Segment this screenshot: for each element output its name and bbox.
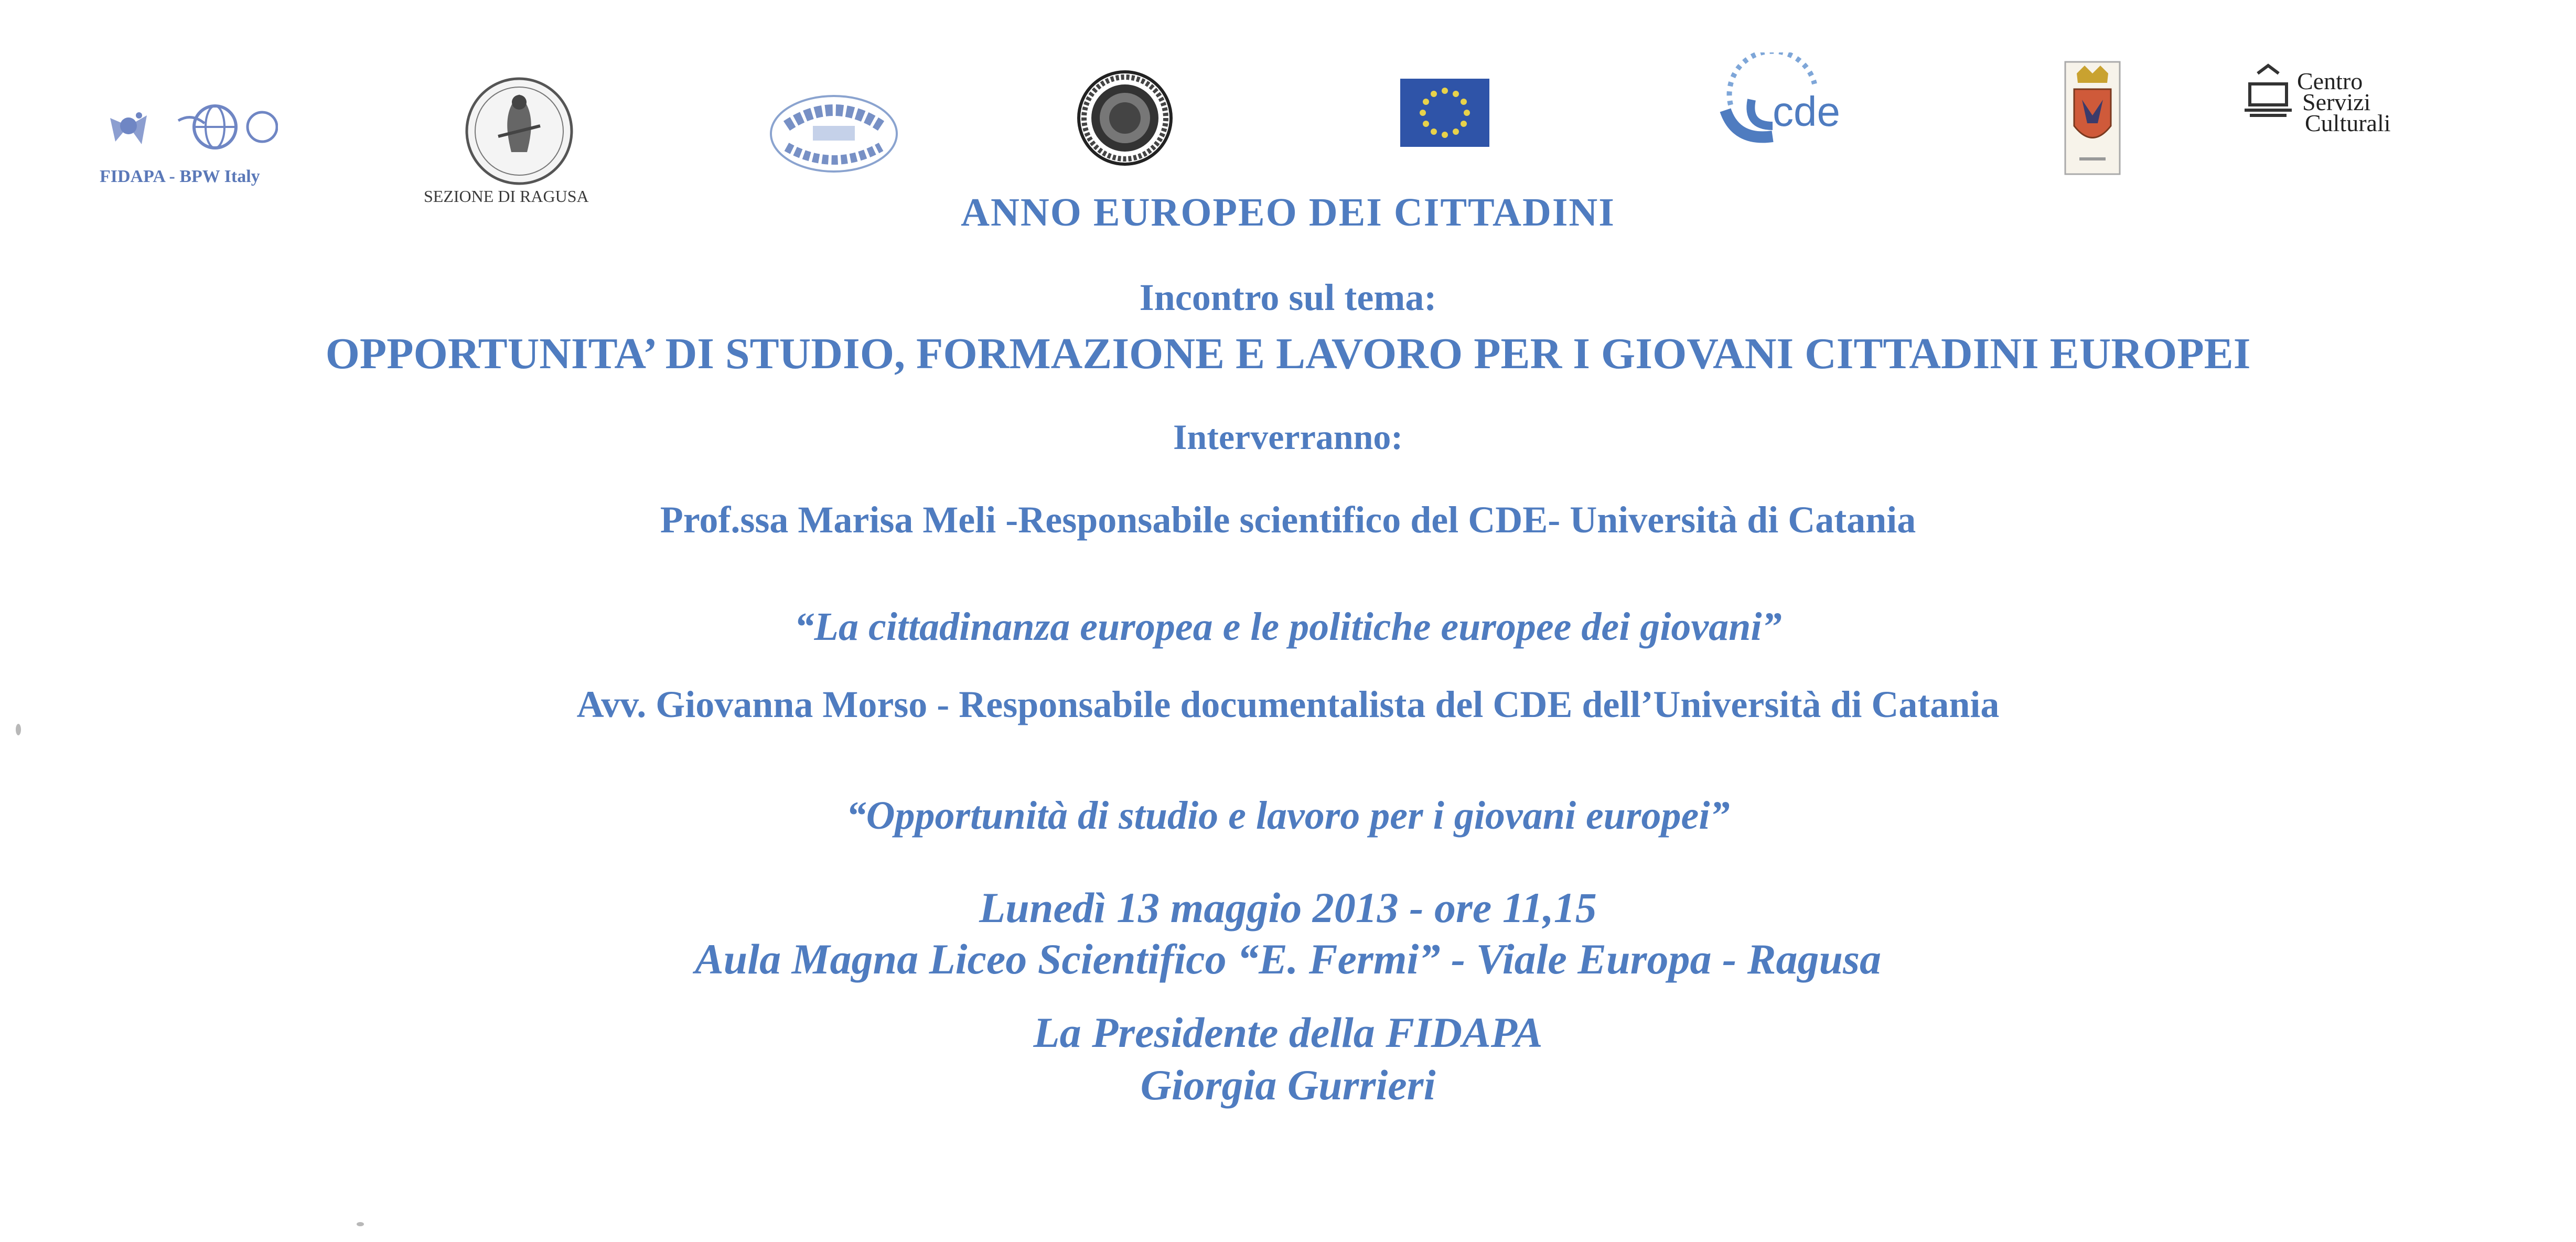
fondazione-fidapa-logo [766,89,902,178]
intro-line: Incontro sul tema: [1139,276,1437,318]
comune-coat-of-arms [2061,58,2124,178]
signature-role: La Presidente della FIDAPA [1033,1009,1543,1056]
university-seal [1075,68,1175,168]
cde-logo [1715,52,1851,157]
speaker-1: Prof.ssa Marisa Meli -Responsabile scientifico del CDE- Università di Catania [660,499,1916,541]
talk-1-title: “La cittadinanza europea e le politiche europee dei giovani” [794,605,1782,649]
eu-flag [1400,79,1489,147]
centro-line3: Culturali [2305,110,2391,136]
speakers-heading: Interverranno: [1173,417,1403,457]
year-title: ANNO EUROPEO DEI CITTADINI [961,190,1615,234]
centro-line2: Servizi [2302,89,2371,115]
centro-servizi-culturali-logo [2245,63,2433,142]
scan-speck [16,724,21,735]
talk-2-title: “Opportunità di studio e lavoro per i giovani europei” [846,794,1730,838]
fidapa-bpw-logo [100,94,278,163]
fidapa-caption: FIDAPA - BPW Italy [100,167,260,186]
speaker-2: Avv. Giovanna Morso - Responsabile documentalista del CDE dell’Università di Catania [576,683,2000,725]
ragusa-caption: SEZIONE DI RAGUSA [424,187,589,206]
event-venue: Aula Magna Liceo Scientifico “E. Fermi” - Viale Europa - Ragusa [694,935,1881,983]
centro-line1: Centro [2297,68,2363,94]
topic-title: OPPORTUNITA’ DI STUDIO, FORMAZIONE E LAVORO PER I GIOVANI CITTADINI EUROPEI [325,329,2251,378]
scan-speck [357,1222,364,1226]
ragusa-section-seal [461,73,577,189]
event-date-time: Lunedì 13 maggio 2013 - ore 11,15 [979,884,1597,931]
cde-logo-text: cde [1773,88,1840,135]
signature-name: Giorgia Gurrieri [1140,1061,1436,1109]
